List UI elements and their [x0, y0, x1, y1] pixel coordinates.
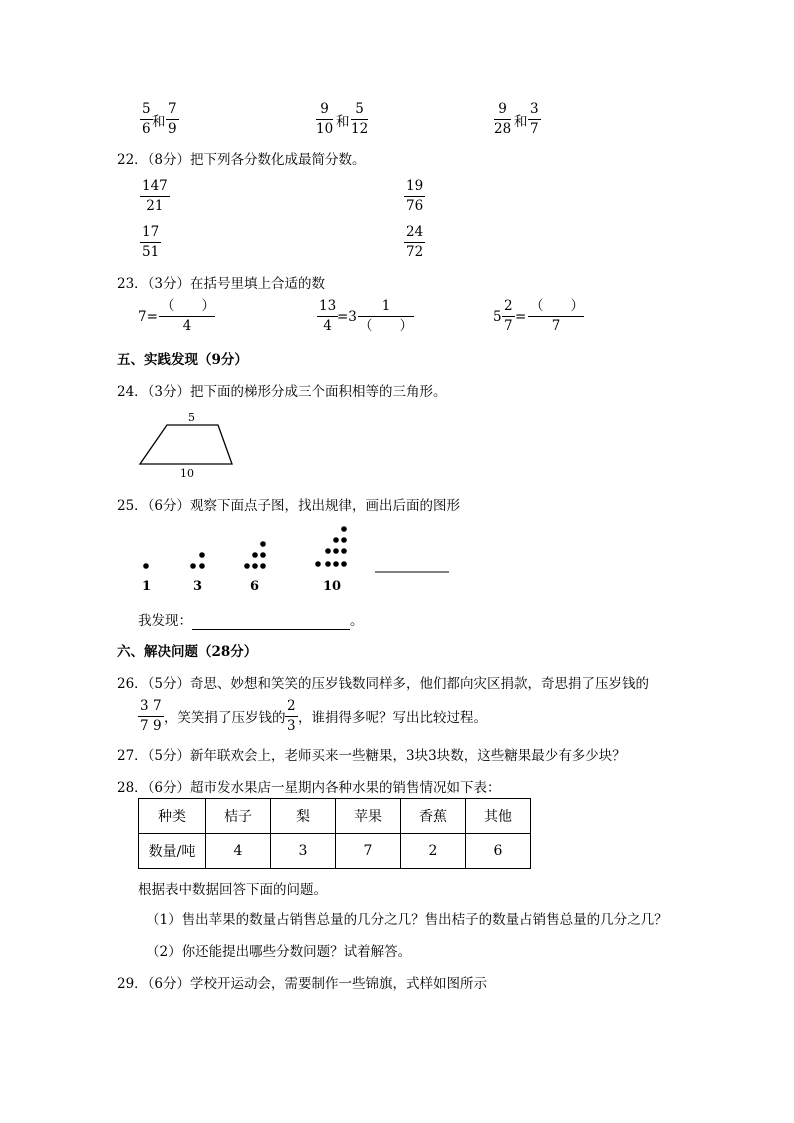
table-header-cell: 梨 — [271, 799, 336, 834]
dot-group-3 — [190, 552, 205, 569]
dot-label-6: 6 — [250, 579, 260, 594]
table-cell: 6 — [466, 834, 531, 869]
trapezoid-top-label: 5 — [188, 411, 195, 424]
question-24-title: 24．（3分）把下面的梯形分成三个面积相等的三角形。 — [117, 384, 447, 400]
discovery-blank — [192, 613, 350, 630]
table-header-cell: 种类 — [139, 799, 206, 834]
question-23-title: 23．（3分）在括号里填上合适的数 — [117, 276, 326, 292]
discovery-line: 我发现： 。 — [138, 613, 364, 629]
dot-pattern-figure — [135, 522, 465, 592]
trapezoid-shape — [140, 425, 232, 464]
table-row — [139, 799, 531, 834]
fraction: $\frac{17}{51}$ — [142, 224, 160, 260]
question-27-title: 27．（5分）新年联欢会上，老师买来一些糖果，3块3块数，这些糖果最少有多少块？ — [117, 748, 626, 764]
table-header-cell: 香蕉 — [401, 799, 466, 834]
dot-label-10: 10 — [323, 579, 342, 594]
dot-group-10 — [315, 526, 347, 567]
fraction: 1 （ ） — [359, 298, 413, 334]
question-25-title: 25．（6分）观察下面点子图，找出规律，画出后面的图形 — [117, 498, 461, 514]
fruit-sales-table — [138, 798, 531, 869]
section-6-heading: 六、解决问题（28分） — [117, 644, 258, 660]
table-cell: 数量/吨 — [139, 834, 206, 869]
table-cell: 3 — [271, 834, 336, 869]
table-cell: 2 — [401, 834, 466, 869]
fraction: $\frac{3}{7}$ — [530, 101, 539, 137]
question-26-line-1: 26．（5分）奇思、妙想和笑笑的压岁钱数同样多，他们都向灾区捐款，奇思捐了压岁钱的 — [117, 676, 650, 692]
fraction: $\frac{7}{9}$ — [153, 698, 162, 734]
table-header-cell: 桔子 — [206, 799, 271, 834]
fraction: $\frac{9}{10}$ — [316, 101, 334, 137]
trapezoid-bottom-label: 10 — [180, 467, 194, 480]
trapezoid-figure — [135, 408, 255, 480]
fraction: $\frac{13}{4}$ — [319, 298, 337, 334]
table-header-cell: 苹果 — [336, 799, 401, 834]
question-22-title: 22．（8分）把下列各分数化成最简分数。 — [117, 152, 366, 168]
fraction: （ ） 4 — [161, 298, 215, 334]
dot-group-1 — [143, 563, 149, 569]
table-cell: 4 — [206, 834, 271, 869]
question-28-note: 根据表中数据回答下面的问题。 — [138, 882, 327, 898]
fraction: $\frac{19}{76}$ — [406, 178, 424, 214]
dot-group-6 — [244, 541, 266, 569]
fraction: $\frac{24}{72}$ — [406, 224, 424, 260]
fraction: $\frac{2}{7}$ — [504, 298, 513, 334]
dot-label-1: 1 — [142, 579, 152, 594]
fraction: $\frac{7}{9}$ — [168, 101, 177, 137]
fraction: $\frac{5}{6}$ — [142, 101, 151, 137]
question-28-sub-1: （1）售出苹果的数量占销售总量的几分之几？售出桔子的数量占销售总量的几分之几？ — [146, 912, 668, 928]
dot-label-3: 3 — [193, 579, 203, 594]
question-28-title: 28．（6分）超市发水果店一星期内各种水果的销售情况如下表： — [117, 780, 501, 796]
question-28-sub-2: （2）你还能提出哪些分数问题？试着解答。 — [146, 944, 412, 960]
table-cell: 7 — [336, 834, 401, 869]
fraction: $\frac{5}{12}$ — [351, 101, 369, 137]
table-header-cell: 其他 — [466, 799, 531, 834]
fraction: $\frac{3}{7}$ — [140, 698, 149, 734]
fraction: （ ） 7 — [530, 298, 584, 334]
question-29-title: 29．（6分）学校开运动会，需要制作一些锦旗，式样如图所示 — [117, 976, 488, 992]
section-5-heading: 五、实践发现（9分） — [117, 352, 248, 368]
fraction: $\frac{2}{3}$ — [287, 698, 296, 734]
table-row — [139, 834, 531, 869]
fraction: $\frac{147}{21}$ — [142, 178, 168, 214]
fraction: $\frac{9}{28}$ — [494, 101, 512, 137]
